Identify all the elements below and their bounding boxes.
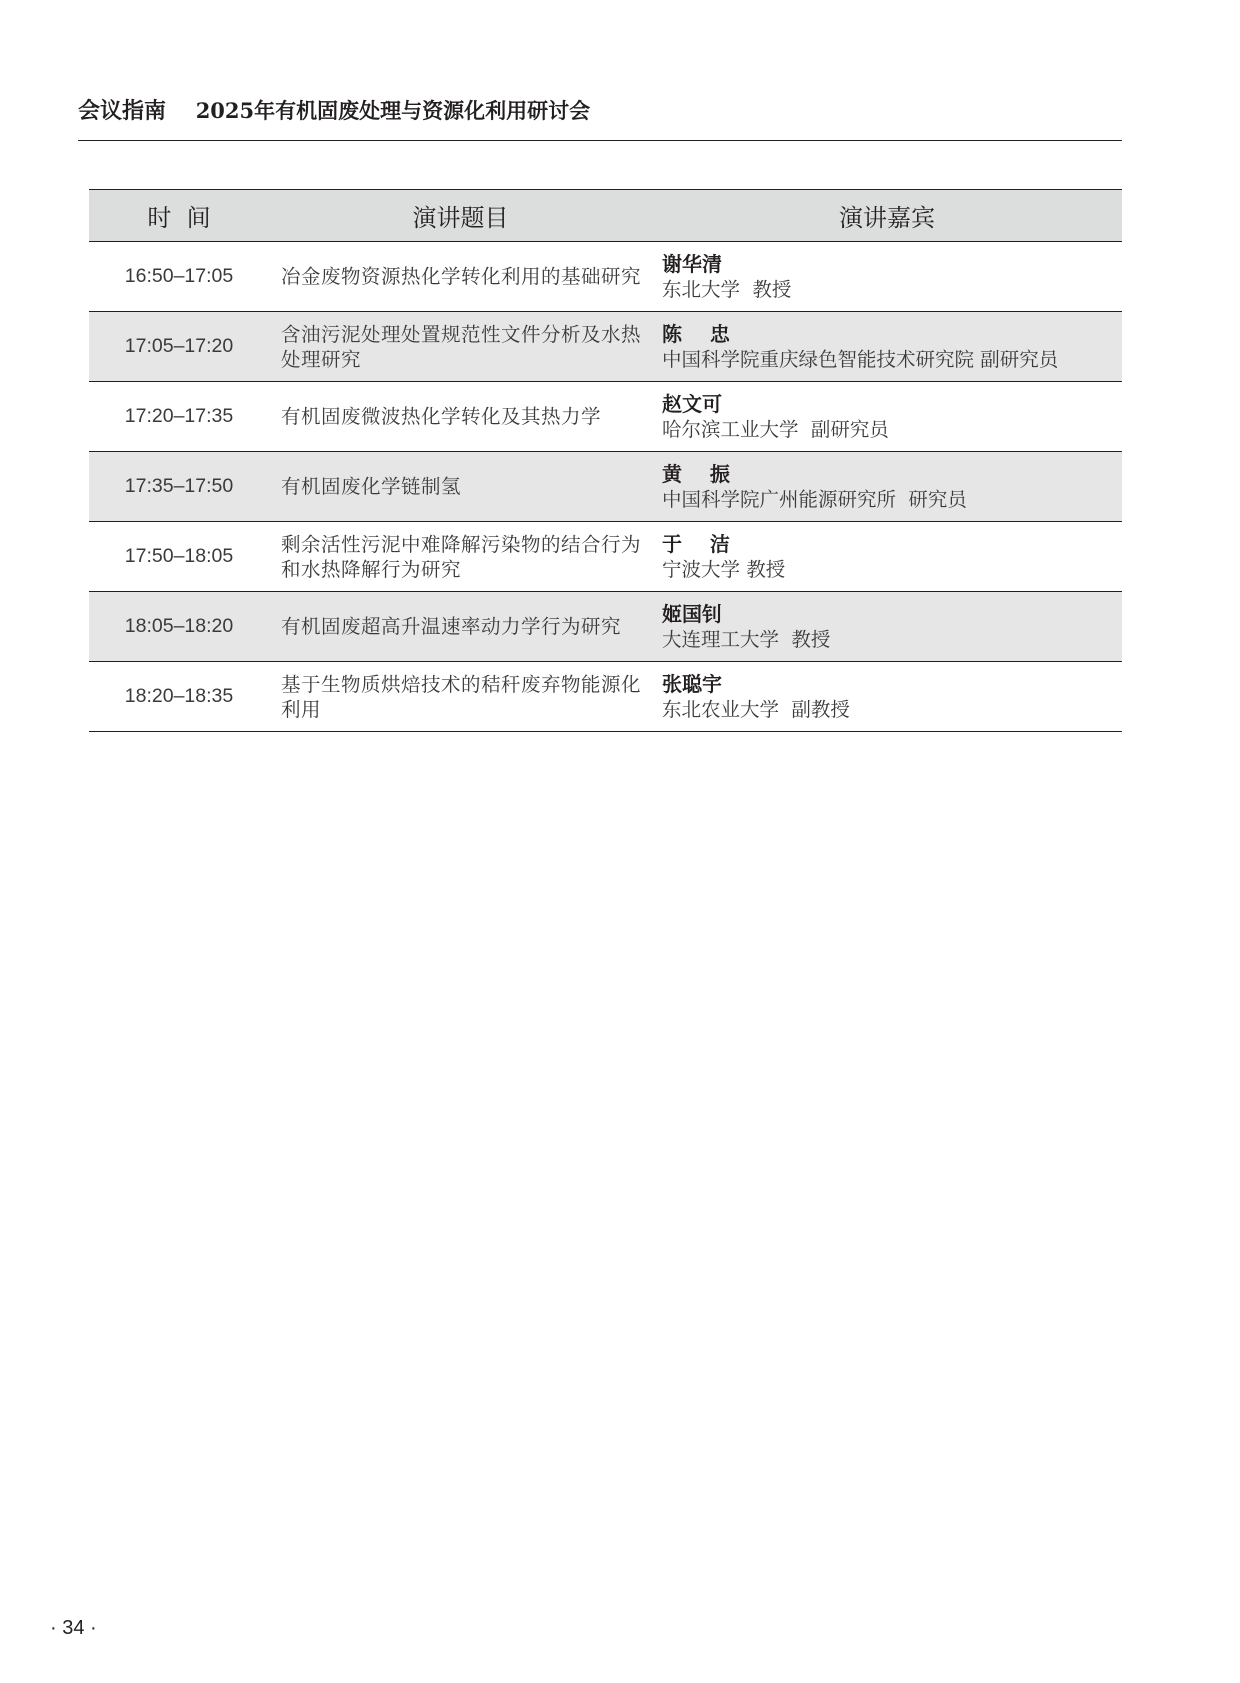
speaker-affiliation: 中国科学院重庆绿色智能技术研究院 副研究员 [662, 347, 1059, 371]
speaker-name: 谢华清 [662, 251, 722, 276]
table-row [89, 592, 1122, 662]
speaker-name: 赵文可 [662, 391, 722, 416]
session-speaker [652, 242, 1122, 312]
table-row [89, 522, 1122, 592]
speaker-affiliation: 大连理工大学 教授 [662, 627, 831, 651]
event-title: 2025年有机固废处理与资源化利用研讨会 [195, 98, 591, 123]
table-row [89, 382, 1122, 452]
table-header-row [89, 190, 1122, 242]
session-time: 18:05–18:20 [89, 592, 269, 662]
column-header-speaker: 演讲嘉宾 [652, 190, 1122, 242]
speaker-name: 姬国钊 [662, 601, 722, 626]
schedule-table [89, 189, 1122, 732]
speaker-affiliation: 哈尔滨工业大学 副研究员 [662, 417, 889, 441]
table-row [89, 242, 1122, 312]
session-time: 17:35–17:50 [89, 452, 269, 522]
column-header-topic: 演讲题目 [269, 190, 652, 242]
session-speaker [652, 452, 1122, 522]
page-number: · 34 · [50, 1617, 97, 1639]
session-topic: 有机固废化学链制氢 [269, 452, 652, 522]
table-row [89, 452, 1122, 522]
header-divider [78, 140, 1122, 141]
speaker-name: 陈 忠 [662, 321, 730, 346]
section-title: 会议指南 [78, 98, 167, 124]
session-time: 18:20–18:35 [89, 662, 269, 732]
session-speaker [652, 662, 1122, 732]
session-topic: 冶金废物资源热化学转化利用的基础研究 [269, 242, 652, 312]
session-speaker [652, 312, 1122, 382]
session-topic: 剩余活性污泥中难降解污染物的结合行为和水热降解行为研究 [269, 522, 652, 592]
session-speaker [652, 592, 1122, 662]
session-speaker [652, 382, 1122, 452]
session-time: 17:20–17:35 [89, 382, 269, 452]
speaker-name: 张聪宇 [662, 671, 722, 696]
column-header-time: 时 间 [89, 190, 269, 242]
session-time: 16:50–17:05 [89, 242, 269, 312]
speaker-affiliation: 宁波大学 教授 [662, 557, 786, 581]
session-time: 17:05–17:20 [89, 312, 269, 382]
speaker-name: 黄 振 [662, 461, 730, 486]
session-topic: 含油污泥处理处置规范性文件分析及水热处理研究 [269, 312, 652, 382]
speaker-name: 于 洁 [662, 531, 730, 556]
speaker-affiliation: 东北大学 教授 [662, 277, 792, 301]
session-topic: 基于生物质烘焙技术的秸秆废弃物能源化利用 [269, 662, 652, 732]
table-row [89, 312, 1122, 382]
page-header [78, 94, 590, 125]
session-time: 17:50–18:05 [89, 522, 269, 592]
session-topic: 有机固废微波热化学转化及其热力学 [269, 382, 652, 452]
speaker-affiliation: 东北农业大学 副教授 [662, 697, 850, 721]
session-topic: 有机固废超高升温速率动力学行为研究 [269, 592, 652, 662]
table-row [89, 662, 1122, 732]
speaker-affiliation: 中国科学院广州能源研究所 研究员 [662, 487, 967, 511]
session-speaker [652, 522, 1122, 592]
